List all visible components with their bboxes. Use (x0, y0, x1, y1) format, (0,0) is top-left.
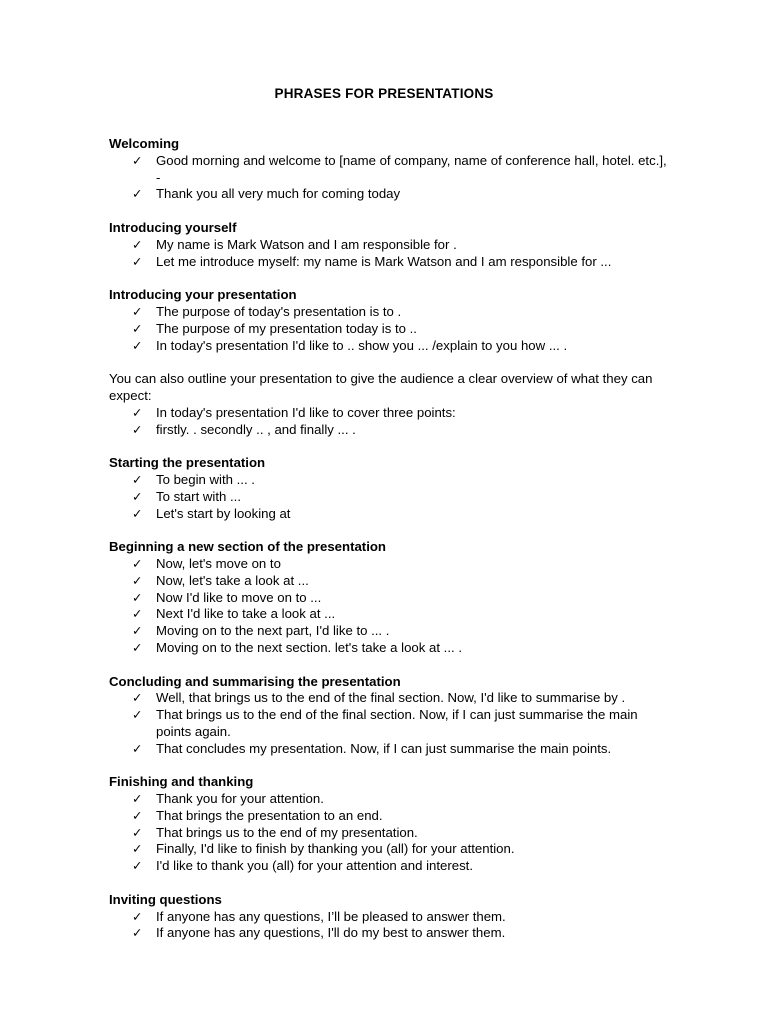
checkmark-icon: ✓ (132, 186, 143, 202)
phrase-list-item (109, 623, 669, 640)
phrase-list-item (109, 573, 669, 590)
phrase-text: Thank you for your attention. (156, 791, 324, 807)
section-heading: Concluding and summarising the presentation (109, 673, 401, 689)
checkmark-icon: ✓ (132, 505, 143, 521)
phrase-list-item (109, 405, 669, 422)
phrase-text: Good morning and welcome to [name of company, name of conference hall, hotel. etc.], - (156, 152, 667, 185)
section-introducing-yourself (109, 220, 669, 270)
phrase-text: Let's start by looking at (156, 505, 291, 521)
document-title: PHRASES FOR PRESENTATIONS (274, 86, 494, 101)
phrase-text: The purpose of my presentation today is to .. (156, 320, 417, 336)
checkmark-icon: ✓ (132, 320, 143, 336)
section-finishing-and-thanking (109, 774, 669, 875)
phrase-list-item (109, 791, 669, 808)
phrase-list-item (109, 825, 669, 842)
section-heading: Starting the presentation (109, 455, 266, 471)
section-heading: Introducing yourself (109, 219, 237, 235)
section-heading: Beginning a new section of the presentation (109, 539, 386, 555)
phrase-list-item (109, 858, 669, 875)
checkmark-icon: ✓ (132, 488, 143, 504)
section-heading: Welcoming (109, 136, 180, 151)
section-heading: Introducing your presentation (109, 287, 297, 303)
section-paragraph: You can also outline your presentation to give the audience a clear overview of what they can expect: (109, 371, 653, 403)
phrase-list (109, 690, 669, 757)
phrase-list-item (109, 254, 669, 271)
phrase-text: I'd like to thank you (all) for your attention and interest. (156, 858, 473, 874)
phrase-list-item (109, 841, 669, 858)
phrase-list-item (109, 506, 669, 523)
phrase-list-item (109, 640, 669, 657)
phrase-list-item (109, 153, 669, 187)
phrase-text: If anyone has any questions, I'll do my best to answer them. (156, 925, 506, 941)
section-welcoming (109, 136, 669, 203)
checkmark-icon: ✓ (132, 791, 143, 807)
phrase-text: To start with ... (156, 488, 242, 504)
checkmark-icon: ✓ (132, 555, 143, 571)
phrase-list (109, 791, 669, 875)
phrase-text: In today's presentation I'd like to cover three points: (156, 404, 456, 420)
checkmark-icon: ✓ (132, 824, 143, 840)
phrase-text: To begin with ... . (156, 471, 255, 487)
phrase-text: Well, that brings us to the end of the final section. Now, I'd like to summarise by . (156, 690, 626, 706)
section-starting-the-presentation (109, 455, 669, 522)
checkmark-icon: ✓ (132, 639, 143, 655)
phrase-text: The purpose of today's presentation is to . (156, 303, 402, 319)
checkmark-icon: ✓ (132, 253, 143, 269)
checkmark-icon: ✓ (132, 572, 143, 588)
phrase-text: firstly. . secondly .. , and finally ... . (156, 421, 356, 437)
phrase-text: In today's presentation I'd like to .. show you ... /explain to you how ... . (156, 337, 568, 353)
phrase-text: My name is Mark Watson and I am responsible for . (156, 236, 457, 252)
section-outline-note (109, 371, 669, 438)
phrase-text: That brings us to the end of the final section. Now, if I can just summarise the main points again. (156, 707, 638, 739)
phrase-text: That brings the presentation to an end. (156, 807, 383, 823)
section-heading: Finishing and thanking (109, 774, 254, 790)
phrase-text: Let me introduce myself: my name is Mark Watson and I am responsible for ... (156, 253, 612, 269)
phrase-list-item (109, 304, 669, 321)
checkmark-icon: ✓ (132, 606, 143, 622)
phrase-list (109, 909, 669, 943)
phrase-text: Finally, I'd like to finish by thanking you (all) for your attention. (156, 841, 515, 857)
section-inviting-questions (109, 892, 669, 942)
phrase-list-item (109, 556, 669, 573)
phrase-text: If anyone has any questions, I’ll be pleased to answer them. (156, 908, 506, 924)
phrase-list-item (109, 237, 669, 254)
phrase-text: Moving on to the next section. let's take a look at ... . (156, 639, 462, 655)
phrase-text: Moving on to the next part, I'd like to ... . (156, 623, 390, 639)
phrase-list-item (109, 590, 669, 607)
checkmark-icon: ✓ (132, 925, 143, 941)
checkmark-icon: ✓ (132, 152, 143, 168)
checkmark-icon: ✓ (132, 908, 143, 924)
checkmark-icon: ✓ (132, 404, 143, 420)
section-beginning-a-new-section-of-the-presentation (109, 539, 669, 657)
phrase-text: Now, let's move on to (156, 555, 281, 571)
phrase-list (109, 153, 669, 203)
phrase-list-item (109, 472, 669, 489)
section-concluding-and-summarising-the-presentation (109, 674, 669, 758)
phrase-list-item (109, 690, 669, 707)
phrase-text: That brings us to the end of my presentation. (156, 824, 418, 840)
checkmark-icon: ✓ (132, 471, 143, 487)
checkmark-icon: ✓ (132, 589, 143, 605)
phrase-list-item (109, 338, 669, 355)
section-introducing-your-presentation (109, 287, 669, 354)
phrase-list (109, 556, 669, 657)
phrase-text: Next I'd like to take a look at ... (156, 606, 336, 622)
checkmark-icon: ✓ (132, 841, 143, 857)
checkmark-icon: ✓ (132, 303, 143, 319)
phrase-list-item (109, 422, 669, 439)
phrase-list-item (109, 925, 669, 942)
checkmark-icon: ✓ (132, 337, 143, 353)
document-body (109, 136, 669, 959)
checkmark-icon: ✓ (132, 807, 143, 823)
checkmark-icon: ✓ (132, 707, 143, 723)
checkmark-icon: ✓ (132, 236, 143, 252)
phrase-list-item (109, 808, 669, 825)
phrase-list-item (109, 606, 669, 623)
phrase-list (109, 405, 669, 439)
phrase-list-item (109, 707, 669, 741)
phrase-list (109, 472, 669, 522)
phrase-text: That concludes my presentation. Now, if I can just summarise the main points. (156, 740, 612, 756)
checkmark-icon: ✓ (132, 421, 143, 437)
checkmark-icon: ✓ (132, 740, 143, 756)
phrase-list (109, 237, 669, 271)
phrase-list (109, 304, 669, 354)
checkmark-icon: ✓ (132, 858, 143, 874)
phrase-text: Now I'd like to move on to ... (156, 589, 322, 605)
phrase-text: Now, let's take a look at ... (156, 572, 309, 588)
phrase-text: Thank you all very much for coming today (156, 186, 401, 202)
phrase-list-item (109, 186, 669, 203)
section-heading: Inviting questions (109, 891, 222, 907)
checkmark-icon: ✓ (132, 623, 143, 639)
phrase-list-item (109, 321, 669, 338)
phrase-list-item (109, 489, 669, 506)
phrase-list-item (109, 741, 669, 758)
phrase-list-item (109, 909, 669, 926)
checkmark-icon: ✓ (132, 690, 143, 706)
